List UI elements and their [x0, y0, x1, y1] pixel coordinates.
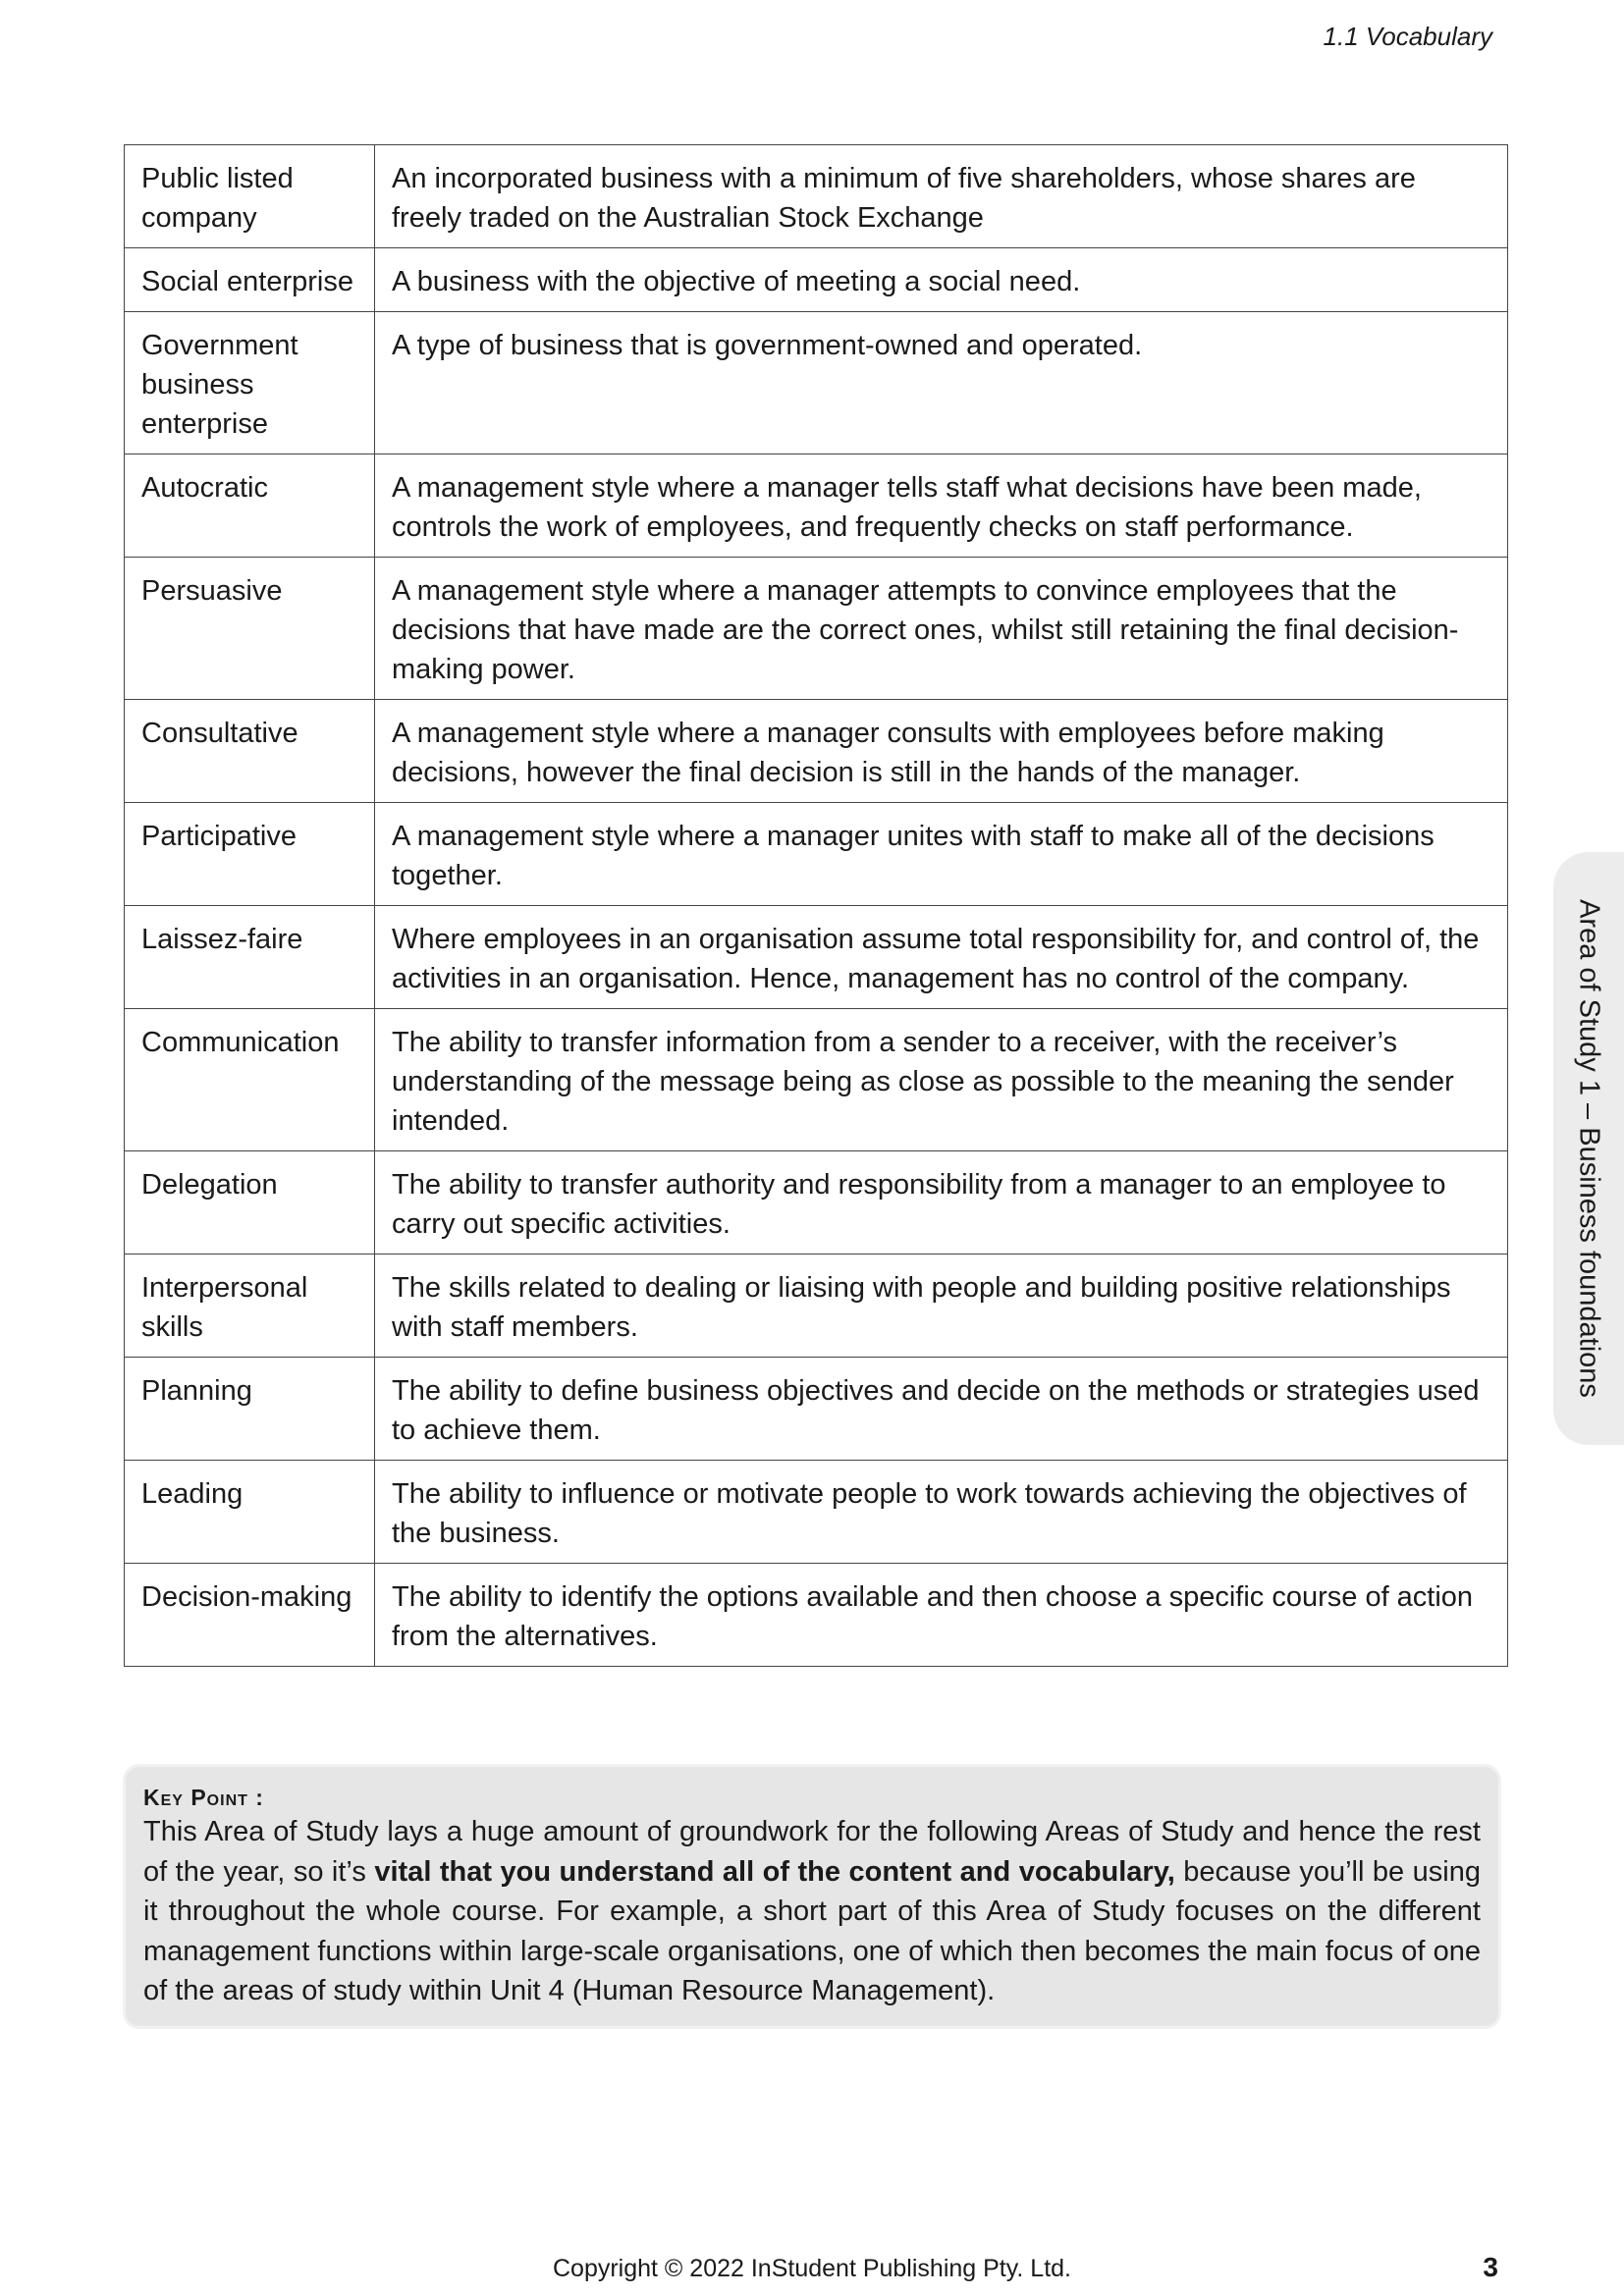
vocab-term: Delegation — [125, 1151, 375, 1255]
vocab-definition: A type of business that is government-owned and operated. — [375, 312, 1508, 454]
vocab-term: Interpersonal skills — [125, 1255, 375, 1358]
table-row — [125, 1358, 1508, 1461]
vocab-definition: Where employees in an organisation assume total responsibility for, and control of, the activities in an organisation. Hence, management has no control of the company. — [375, 906, 1508, 1009]
vocab-definition: A management style where a manager tells staff what decisions have been made, controls the work of employees, and frequently checks on staff performance. — [375, 454, 1508, 558]
vocab-definition: An incorporated business with a minimum of five shareholders, whose shares are freely traded on the Australian Stock Exchange — [375, 145, 1508, 248]
table-row — [125, 248, 1508, 312]
side-tab-label-text: Area of Study 1 – Business foundations — [1573, 899, 1605, 1398]
key-point-text — [143, 1812, 1481, 2011]
table-row — [125, 1461, 1508, 1564]
vocab-term: Communication — [125, 1009, 375, 1151]
table-row — [125, 558, 1508, 700]
vocab-definition: A business with the objective of meeting a social need. — [375, 248, 1508, 312]
vocab-definition: The ability to influence or motivate people to work towards achieving the objectives of the business. — [375, 1461, 1508, 1564]
vocab-definition: The ability to define business objectives and decide on the methods or strategies used to achieve them. — [375, 1358, 1508, 1461]
vocab-term: Participative — [125, 803, 375, 906]
vocab-term: Persuasive — [125, 558, 375, 700]
running-header-title: 1.1 Vocabulary — [1323, 22, 1492, 51]
vocab-term: Laissez-faire — [125, 906, 375, 1009]
vocab-term: Planning — [125, 1358, 375, 1461]
table-row — [125, 1151, 1508, 1255]
side-tab-label — [1573, 899, 1605, 1398]
table-row — [125, 1255, 1508, 1358]
section-side-tab — [1553, 852, 1624, 1445]
vocab-definition: A management style where a manager attempts to convince employees that the decisions that have made are the correct ones, whilst still retaining the final decision-making power. — [375, 558, 1508, 700]
vocab-term: Decision-making — [125, 1564, 375, 1667]
table-row — [125, 1564, 1508, 1667]
vocab-definition: The skills related to dealing or liaising with people and building positive relationships with staff members. — [375, 1255, 1508, 1358]
vocab-term: Public listed company — [125, 145, 375, 248]
table-row — [125, 803, 1508, 906]
key-point-heading: Key Point : — [143, 1785, 264, 1810]
table-row — [125, 145, 1508, 248]
vocab-definition: The ability to transfer information from a sender to a receiver, with the receiver’s understanding of the message being as close as possible to the meaning the sender intended. — [375, 1009, 1508, 1151]
table-row — [125, 312, 1508, 454]
table-row — [125, 700, 1508, 803]
vocab-definition: The ability to transfer authority and responsibility from a manager to an employee to carry out specific activities. — [375, 1151, 1508, 1255]
vocab-term: Social enterprise — [125, 248, 375, 312]
vocab-term: Government business enterprise — [125, 312, 375, 454]
page-number: 3 — [1483, 2252, 1498, 2282]
vocabulary-table — [124, 144, 1508, 1667]
table-row — [125, 454, 1508, 558]
key-point-text-end: because you’ll be using it throughout the whole course. For example, a short part of this Area of Study focuses on the different management functions within large-scale organisations, one of which then becomes the main focus of one of the areas of study within Unit 4 (Human Resource Management). — [143, 1855, 1481, 2006]
vocab-definition: A management style where a manager unites with staff to make all of the decisions together. — [375, 803, 1508, 906]
vocab-definition: The ability to identify the options available and then choose a specific course of action from the alternatives. — [375, 1564, 1508, 1667]
key-point-emphasis: vital that you understand all of the content and vocabulary, — [374, 1855, 1175, 1888]
key-point-text-start: This Area of Study lays a huge amount of groundwork for the following Areas of Study and hence the rest of the year, so it’s — [143, 1816, 1481, 1888]
vocab-definition: A management style where a manager consults with employees before making decisions, however the final decision is still in the hands of the manager. — [375, 700, 1508, 803]
key-point-box — [126, 1767, 1498, 2026]
vocab-term: Consultative — [125, 700, 375, 803]
table-row — [125, 1009, 1508, 1151]
vocab-term: Leading — [125, 1461, 375, 1564]
table-row — [125, 906, 1508, 1009]
vocab-term: Autocratic — [125, 454, 375, 558]
copyright-footer: Copyright © 2022 InStudent Publishing Pty. Ltd. — [552, 2255, 1071, 2282]
